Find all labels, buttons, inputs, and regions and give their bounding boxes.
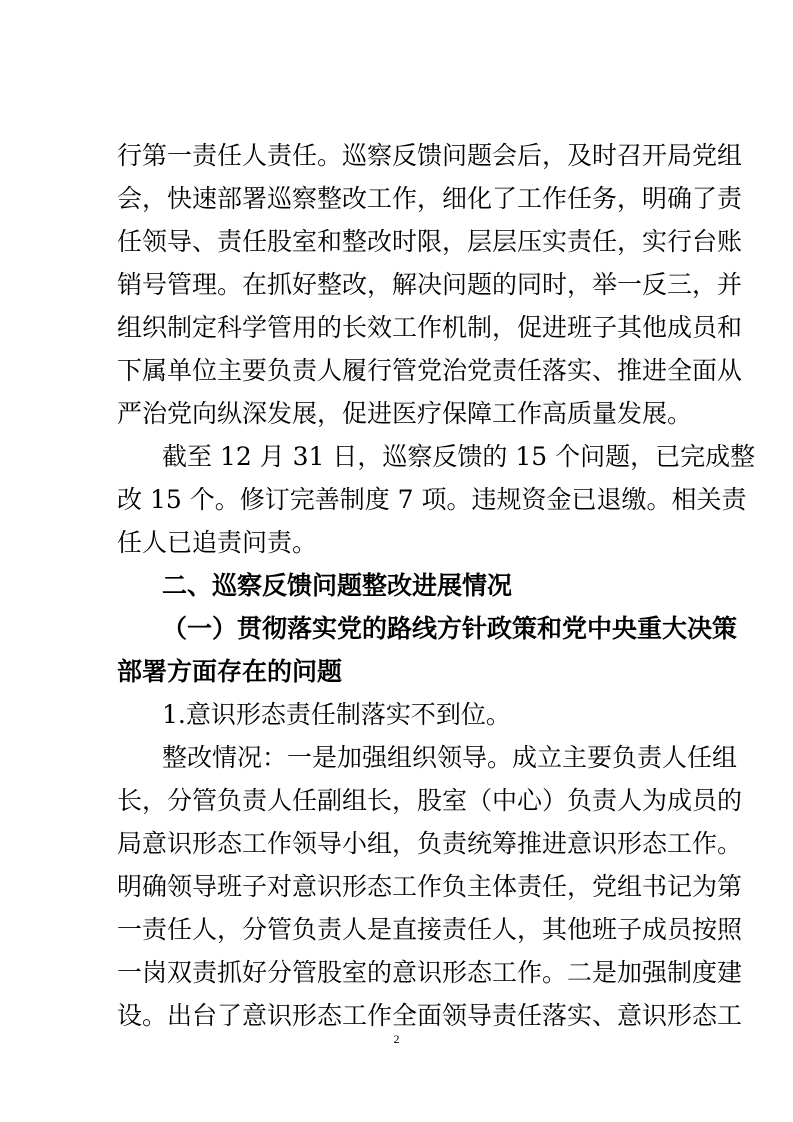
- body-line: 整改情况：一是加强组织领导。成立主要负责人任组: [162, 743, 738, 772]
- body-line: 下属单位主要负责人履行管党治党责任落实、推进全面从: [117, 356, 743, 385]
- body-line: 会，快速部署巡察整改工作，细化了工作任务，明确了责: [117, 184, 743, 213]
- body-line: 局意识形态工作领导小组，负责统筹推进意识形态工作。: [117, 829, 743, 858]
- body-line: 一责任人，分管负责人是直接责任人，其他班子成员按照: [117, 915, 743, 944]
- section-heading: 二、巡察反馈问题整改进展情况: [162, 571, 513, 600]
- body-line: 一岗双责抓好分管股室的意识形态工作。二是加强制度建: [117, 958, 743, 987]
- body-line: 销号管理。在抓好整改，解决问题的同时，举一反三，并: [117, 270, 743, 299]
- body-line: 任人已追责问责。: [117, 528, 318, 557]
- subsection-heading: 部署方面存在的问题: [117, 657, 343, 686]
- body-line: 截至 12 月 31 日，巡察反馈的 15 个问题，已完成整: [162, 442, 756, 471]
- body-line: 明确领导班子对意识形态工作负主体责任，党组书记为第: [117, 872, 743, 901]
- body-line: 设。出台了意识形态工作全面领导责任落实、意识形态工: [117, 1001, 743, 1030]
- body-line: 组织制定科学管用的长效工作机制，促进班子其他成员和: [117, 313, 743, 342]
- page-number: 2: [393, 1032, 400, 1046]
- body-line: 改 15 个。修订完善制度 7 项。违规资金已退缴。相关责: [117, 485, 747, 514]
- body-line: 行第一责任人责任。巡察反馈问题会后，及时召开局党组: [117, 141, 743, 170]
- body-line: 任领导、责任股室和整改时限，层层压实责任，实行台账: [117, 227, 743, 256]
- body-line: 严治党向纵深发展，促进医疗保障工作高质量发展。: [117, 399, 693, 428]
- item-heading: 1.意识形态责任制落实不到位。: [162, 700, 511, 729]
- body-line: 长，分管负责人任副组长，股室（中心）负责人为成员的: [117, 786, 743, 815]
- subsection-heading: （一）贯彻落实党的路线方针政策和党中央重大决策: [162, 614, 738, 643]
